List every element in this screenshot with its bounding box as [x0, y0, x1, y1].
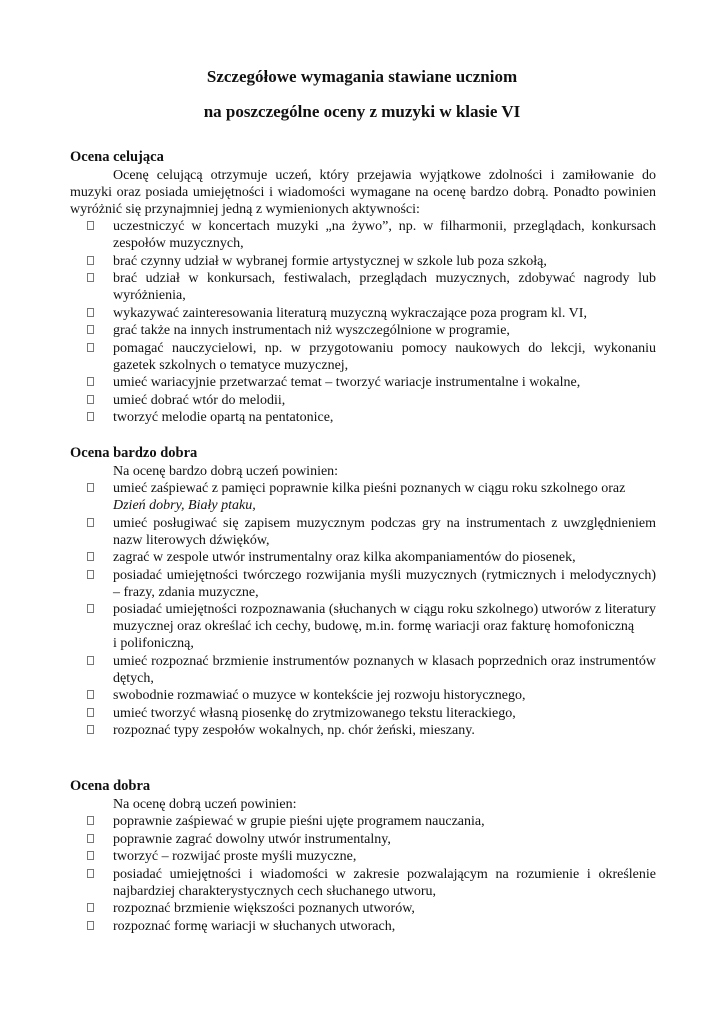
- document-title-line-1: Szczegółowe wymagania stawiane uczniom: [206, 67, 518, 86]
- list-item-text: posiadać umiejętności twórczego rozwijania myśli muzycznych (rytmicznych i melodycznych) – frazy, zdania muzyczne,: [113, 567, 656, 600]
- list-item: [70, 918, 656, 935]
- bullet-box-icon: [87, 483, 94, 492]
- list-item: [70, 601, 656, 652]
- list-item-text: brać czynny udział w wybranej formie artystycznej w szkole lub poza szkołą,: [113, 253, 547, 269]
- list-item-text: umieć dobrać wtór do melodii,: [113, 392, 286, 408]
- list-item: [70, 409, 656, 426]
- list-item-text: uczestniczyć w koncertach muzyki „na żywo”, np. w filharmonii, przeglądach, konkursach zespołów muzycznych,: [113, 219, 656, 251]
- bullet-box-icon: [87, 690, 94, 699]
- list-item: [70, 322, 656, 339]
- bullet-box-icon: [87, 552, 94, 561]
- list-item-text: zagrać w zespole utwór instrumentalny oraz kilka akompaniamentów do piosenek,: [113, 550, 576, 565]
- list-item-text: pomagać nauczycielowi, np. w przygotowaniu pomocy naukowych do lekcji, wykonaniu gazetek szkolnych o tematyce muzycznej,: [113, 340, 656, 373]
- list-item: [70, 480, 656, 514]
- list-item: [70, 270, 656, 304]
- list-item-text: poprawnie zagrać dowolny utwór instrumentalny,: [113, 831, 391, 847]
- section-heading: Ocena bardzo dobra: [70, 445, 198, 461]
- list-item-text: brać udział w konkursach, festiwalach, przeglądach muzycznych, zdobywać nagrody lub wyróżnienia,: [113, 271, 656, 303]
- list-item-text: rozpoznać typy zespołów wokalnych, np. chór żeński, mieszany.: [113, 723, 475, 738]
- list-item-text: tworzyć – rozwijać proste myśli muzyczne,: [113, 849, 357, 864]
- bullet-box-icon: [87, 725, 94, 734]
- bullet-box-icon: [87, 903, 94, 912]
- list-item: [70, 653, 656, 687]
- bullet-box-icon: [87, 656, 94, 665]
- list-item-text: poprawnie zaśpiewać w grupie pieśni ujęte programem nauczania,: [113, 814, 485, 829]
- section-intro: Ocenę celującą otrzymuje uczeń, który przejawia wyjątkowe zdolności i zamiłowanie do muzyki oraz posiada umiejętności i wiadomości wymagane na ocenę bardzo dobrą. Ponadto powinien wyróżnić się przynajmniej jedną z wymienionych aktywności:: [70, 168, 656, 217]
- bullet-box-icon: [87, 395, 94, 404]
- list-item-text: umieć zaśpiewać z pamięci poprawnie kilka pieśni poznanych w ciągu roku szkolnego oraz: [113, 481, 626, 496]
- list-item: [70, 848, 656, 865]
- list-item: [70, 687, 656, 704]
- list-item-text: grać także na innych instrumentach niż wyszczególnione w programie,: [113, 323, 510, 338]
- list-item-text: rozpoznać formę wariacji w słuchanych utworach,: [113, 918, 396, 934]
- document-title-line-2: na poszczególne oceny z muzyki w klasie VI: [203, 102, 521, 121]
- list-item: [70, 253, 656, 270]
- bullet-box-icon: [87, 518, 94, 527]
- section-intro: Na ocenę bardzo dobrą uczeń powinien:: [113, 464, 339, 479]
- bullet-box-icon: [87, 412, 94, 421]
- list-item-text: swobodnie rozmawiać o muzyce w kontekście jej rozwoju historycznego,: [113, 688, 526, 703]
- bullet-box-icon: [87, 256, 94, 265]
- list-item: [70, 567, 656, 601]
- bullet-box-icon: [87, 604, 94, 613]
- list-item-text: umieć wariacyjnie przetwarzać temat – tworzyć wariacje instrumentalne i wokalne,: [113, 375, 581, 390]
- requirements-list: [70, 218, 656, 426]
- list-item: [70, 900, 656, 917]
- bullet-box-icon: [87, 221, 94, 230]
- list-item: [70, 549, 656, 566]
- list-item-text: posiadać umiejętności i wiadomości w zakresie pozwalającym na rozumienie i określenie najbardziej charakterystycznych cech słuchanego utworu,: [113, 866, 656, 899]
- list-item: [70, 340, 656, 374]
- list-item: [70, 831, 656, 848]
- bullet-box-icon: [87, 834, 94, 843]
- section-ocena-dobra: [70, 777, 656, 935]
- section-heading: Ocena dobra: [70, 778, 151, 794]
- list-item: [70, 515, 656, 549]
- section-ocena-bardzo-dobra: [70, 444, 656, 740]
- list-item-continuation: i polifoniczną,: [113, 636, 194, 651]
- song-titles: Dzień dobry, Biały ptaku,: [113, 498, 256, 513]
- bullet-box-icon: [87, 869, 94, 878]
- list-item-text: umieć posługiwać się zapisem muzycznym podczas gry na instrumentach z uwzględnieniem nazw literowych dźwięków,: [113, 515, 656, 548]
- bullet-box-icon: [87, 570, 94, 579]
- requirements-list: [70, 813, 656, 935]
- list-item: [70, 218, 656, 252]
- bullet-box-icon: [87, 308, 94, 317]
- section-ocena-celujaca: [70, 148, 656, 427]
- bullet-box-icon: [87, 708, 94, 717]
- bullet-box-icon: [87, 343, 94, 352]
- bullet-box-icon: [87, 325, 94, 334]
- list-item-text: rozpoznać brzmienie większości poznanych utworów,: [113, 901, 415, 916]
- list-item-text: tworzyć melodie opartą na pentatonice,: [113, 410, 334, 425]
- list-item-text: umieć rozpoznać brzmienie instrumentów poznanych w klasach poprzednich oraz instrumentów dętych,: [113, 653, 656, 686]
- list-item: [70, 866, 656, 900]
- bullet-box-icon: [87, 816, 94, 825]
- list-item-text: umieć tworzyć własną piosenkę do zrytmizowanego tekstu literackiego,: [113, 705, 516, 721]
- list-item: [70, 813, 656, 830]
- bullet-box-icon: [87, 377, 94, 386]
- list-item: [70, 705, 656, 722]
- requirements-list: [70, 480, 656, 739]
- list-item: [70, 392, 656, 409]
- list-item-text: posiadać umiejętności rozpoznawania (słuchanych w ciągu roku szkolnego) utworów z literatury muzycznej oraz określać ich cechy, budowę, m.in. formę wariacji oraz fakturę homofoniczną: [113, 602, 656, 634]
- section-heading: Ocena celująca: [70, 149, 164, 165]
- section-intro: Na ocenę dobrą uczeń powinien:: [113, 797, 297, 812]
- list-item: [70, 305, 656, 322]
- list-item: [70, 722, 656, 739]
- bullet-box-icon: [87, 273, 94, 282]
- bullet-box-icon: [87, 851, 94, 860]
- bullet-box-icon: [87, 921, 94, 930]
- list-item-text: wykazywać zainteresowania literaturą muzyczną wykraczające poza program kl. VI,: [113, 305, 587, 321]
- list-item: [70, 374, 656, 391]
